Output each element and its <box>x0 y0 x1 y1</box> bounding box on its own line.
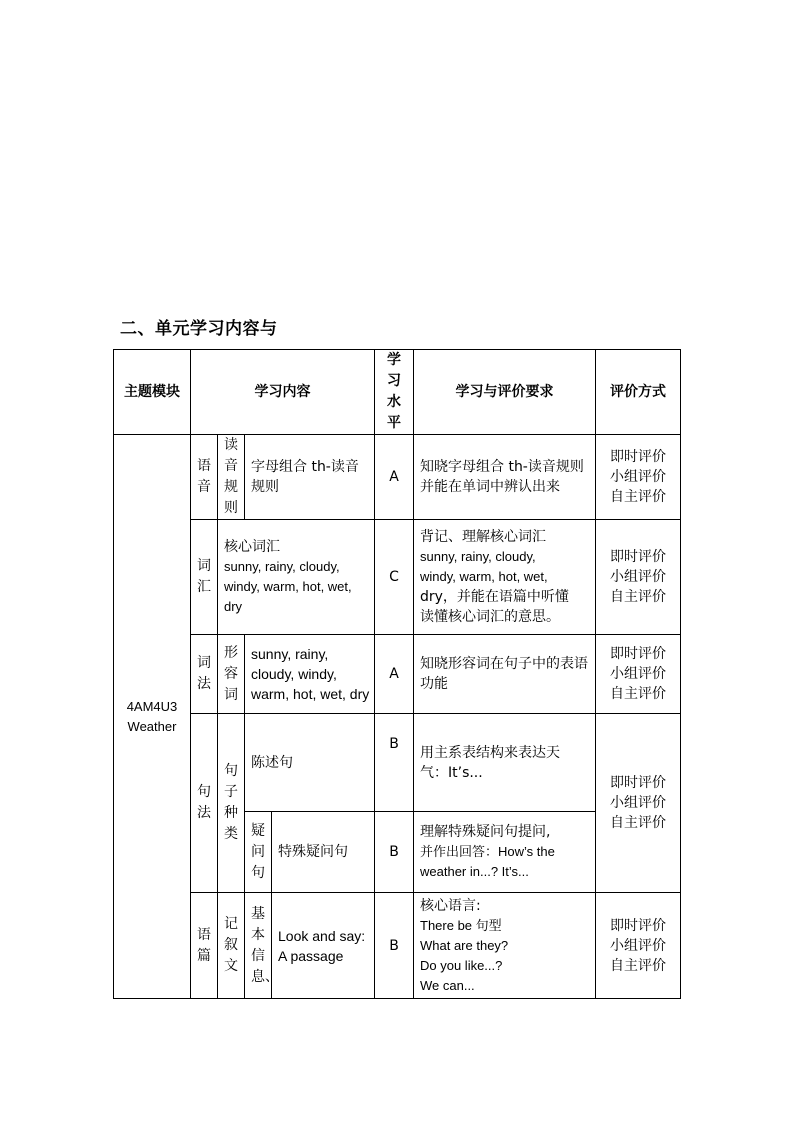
grammar-subcategory <box>218 635 245 714</box>
req-line: There be 句型 <box>420 917 502 933</box>
phonics-eval <box>596 435 681 520</box>
phonics-category-text: 语音 <box>197 458 211 495</box>
req-line: Do you like...? <box>420 957 503 973</box>
eval-item: 自主评价 <box>610 957 666 974</box>
vocab-category-text: 词汇 <box>197 558 211 595</box>
discourse-subcategory <box>218 893 245 999</box>
req-line: 理解特殊疑问句提问, <box>420 824 551 840</box>
eval-item: 自主评价 <box>610 489 666 505</box>
eval-item: 即时评价 <box>610 449 666 465</box>
eval-item: 自主评价 <box>610 686 666 702</box>
header-level <box>375 350 414 435</box>
req-line: What are they? <box>420 937 509 953</box>
phonics-category <box>191 435 218 520</box>
grammar-category <box>191 635 218 714</box>
eval-item: 即时评价 <box>610 775 666 791</box>
eval-item: 小组评价 <box>610 469 666 485</box>
grammar-level: A <box>375 635 414 714</box>
syntax-category <box>191 714 218 893</box>
req-line: 气：It’s... <box>420 764 483 781</box>
req-line: 读懂核心词汇的意思。 <box>420 609 560 625</box>
question-level: B <box>375 812 414 893</box>
req-line: sunny, rainy, cloudy, <box>420 549 536 564</box>
req-line: 并作出回答：How’s the <box>420 844 555 859</box>
grammar-category-text: 词法 <box>197 655 211 692</box>
eval-item: 小组评价 <box>610 937 666 954</box>
vocab-level: C <box>375 520 414 635</box>
discourse-subcategory-2 <box>245 893 279 999</box>
req-line: 用主系表结构来表达天 <box>420 744 560 761</box>
vocab-content-title: 核心词汇 <box>224 539 280 555</box>
syntax-category-text: 句法 <box>197 784 211 821</box>
grammar-subcategory-text: 形容词 <box>224 644 238 703</box>
table-row <box>114 714 681 812</box>
discourse-category-text: 语篇 <box>197 926 211 964</box>
eval-item: 小组评价 <box>610 795 666 811</box>
vocab-content <box>218 520 375 635</box>
syntax-eval <box>596 714 681 893</box>
question-content: 特殊疑问句 <box>272 812 375 893</box>
eval-item: 即时评价 <box>610 646 666 662</box>
question-subcategory-text: 疑问句 <box>251 822 265 881</box>
header-module: 主题模块 <box>114 350 191 435</box>
table-row <box>114 520 681 635</box>
vocab-requirement <box>414 520 596 635</box>
grammar-requirement: 知晓形容词在句子中的表语功能 <box>414 635 596 714</box>
grammar-content: sunny, rainy, cloudy, windy, warm, hot, wet, dry <box>245 635 375 714</box>
eval-item: 即时评价 <box>610 549 666 565</box>
req-line: 背记、理解核心词汇 <box>420 529 546 545</box>
discourse-category <box>191 893 218 999</box>
discourse-eval <box>596 893 681 999</box>
header-level-text: 学习水平 <box>387 352 401 431</box>
vocab-eval <box>596 520 681 635</box>
discourse-content: Look and say: A passage <box>272 893 375 999</box>
declarative-requirement <box>414 714 596 812</box>
grammar-eval <box>596 635 681 714</box>
question-requirement <box>414 812 596 893</box>
header-requirements: 学习与评价要求 <box>414 350 596 435</box>
discourse-requirement <box>414 893 596 999</box>
syntax-subcategory-text: 句子种类 <box>224 763 238 842</box>
table-row <box>114 635 681 714</box>
eval-item: 小组评价 <box>610 666 666 682</box>
section-heading: 二、单元学习内容与 <box>120 319 278 339</box>
question-subcategory <box>245 812 272 893</box>
module-title: Weather <box>127 718 177 734</box>
vocab-category <box>191 520 218 635</box>
eval-item: 自主评价 <box>610 815 666 831</box>
module-name-cell <box>114 435 191 999</box>
header-content: 学习内容 <box>191 350 375 435</box>
header-row <box>114 350 681 435</box>
req-line: weather in...? It’s... <box>420 864 529 879</box>
declarative-level: B <box>375 714 414 812</box>
eval-item: 即时评价 <box>610 917 666 934</box>
phonics-subcategory-text: 读音规则 <box>224 437 238 516</box>
req-line: dry，并能在语篇中听懂 <box>420 589 569 605</box>
req-line: 核心语言: <box>420 897 481 914</box>
syntax-subcategory <box>218 714 245 893</box>
table-row <box>114 893 681 999</box>
eval-item: 自主评价 <box>610 589 666 605</box>
discourse-subcategory-2-text: 基本信息、 <box>251 905 279 985</box>
phonics-subcategory <box>218 435 245 520</box>
discourse-level: B <box>375 893 414 999</box>
req-line: We can... <box>420 977 475 993</box>
discourse-subcategory-text: 记叙文 <box>224 916 238 974</box>
table-row <box>114 435 681 520</box>
eval-item: 小组评价 <box>610 569 666 585</box>
module-code: 4AM4U3 <box>126 698 178 714</box>
header-method: 评价方式 <box>596 350 681 435</box>
declarative-content: 陈述句 <box>245 714 375 812</box>
phonics-level: A <box>375 435 414 520</box>
phonics-requirement: 知晓字母组合 th-读音规则并能在单词中辨认出来 <box>414 435 596 520</box>
learning-content-table <box>113 349 681 999</box>
req-line: windy, warm, hot, wet, <box>420 569 548 584</box>
vocab-content-words: sunny, rainy, cloudy, windy, warm, hot, wet, dry <box>224 559 352 614</box>
phonics-content: 字母组合 th-读音规则 <box>245 435 375 520</box>
